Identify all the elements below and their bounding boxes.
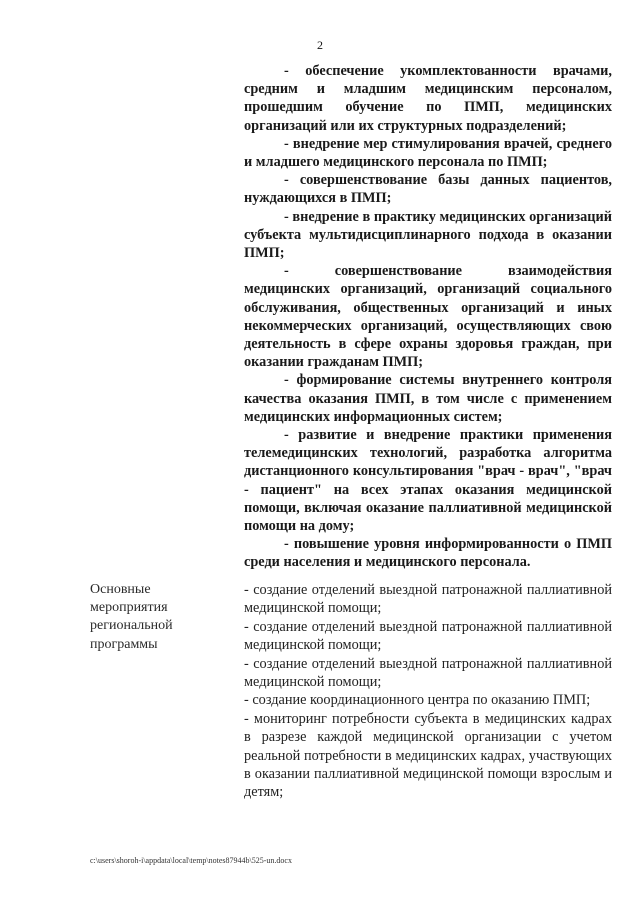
goal-item: - формирование системы внутреннего контроля качества оказания ПМП, в том числе с применением медицинских информационных систем; [244,372,612,425]
event-item: - создание отделений выездной патронажной паллиативной медицинской помощи; [244,655,612,691]
event-item: - создание координационного центра по оказанию ПМП; [244,692,591,709]
goal-item: - развитие и внедрение практики применения телемедицинских технологий, разработка алгоритма дистанционного консультирования "врач - врач", "врач - пациент" на всех этапах оказания медицинской помощи, включая оказание паллиативной медицинской помощи на дому; [244,427,612,535]
section-label: Основные мероприятия региональной программы [90,582,173,652]
goals-list [244,62,612,572]
event-item: - создание отделений выездной патронажной паллиативной медицинской помощи; [244,582,612,617]
events-list [244,581,612,802]
goal-item: - внедрение мер стимулирования врачей, среднего и младшего медицинского персонала по ПМП; [244,135,612,171]
goal-item: - обеспечение укомплектованности врачами, средним и младшим медицинским персоналом, прошедшим обучение по ПМП, медицинских организаций или их структурных подразделений; [244,63,612,134]
footer-file-path: c:\users\shoroh-i\appdata\local\temp\notes87944b\525-un.docx [90,856,292,865]
event-item: - мониторинг потребности субъекта в медицинских кадрах в разрезе каждой медицинской организации с учетом реальной потребности в медицинских кадрах, участвующих в оказании паллиативной медицинской помощи взрослым и детям; [244,710,612,801]
page-number: 2 [317,38,323,52]
goal-item: - совершенствование взаимодействия медицинских организаций, организаций социального обслуживания, общественных организаций и иных некоммерческих организаций, осуществляющих свою деятельность в сфере охраны здоровья граждан, при оказании гражданам ПМП; [244,263,612,371]
goal-item: - повышение уровня информированности о ПМП среди населения и медицинского персонала. [244,536,612,571]
goal-item: - внедрение в практику медицинских организаций субъекта мультидисциплинарного подхода в оказании ПМП; [244,208,612,262]
goal-item: - совершенствование базы данных пациентов, нуждающихся в ПМП; [244,172,612,207]
event-item: - создание отделений выездной патронажной паллиативной медицинской помощи; [244,618,612,654]
